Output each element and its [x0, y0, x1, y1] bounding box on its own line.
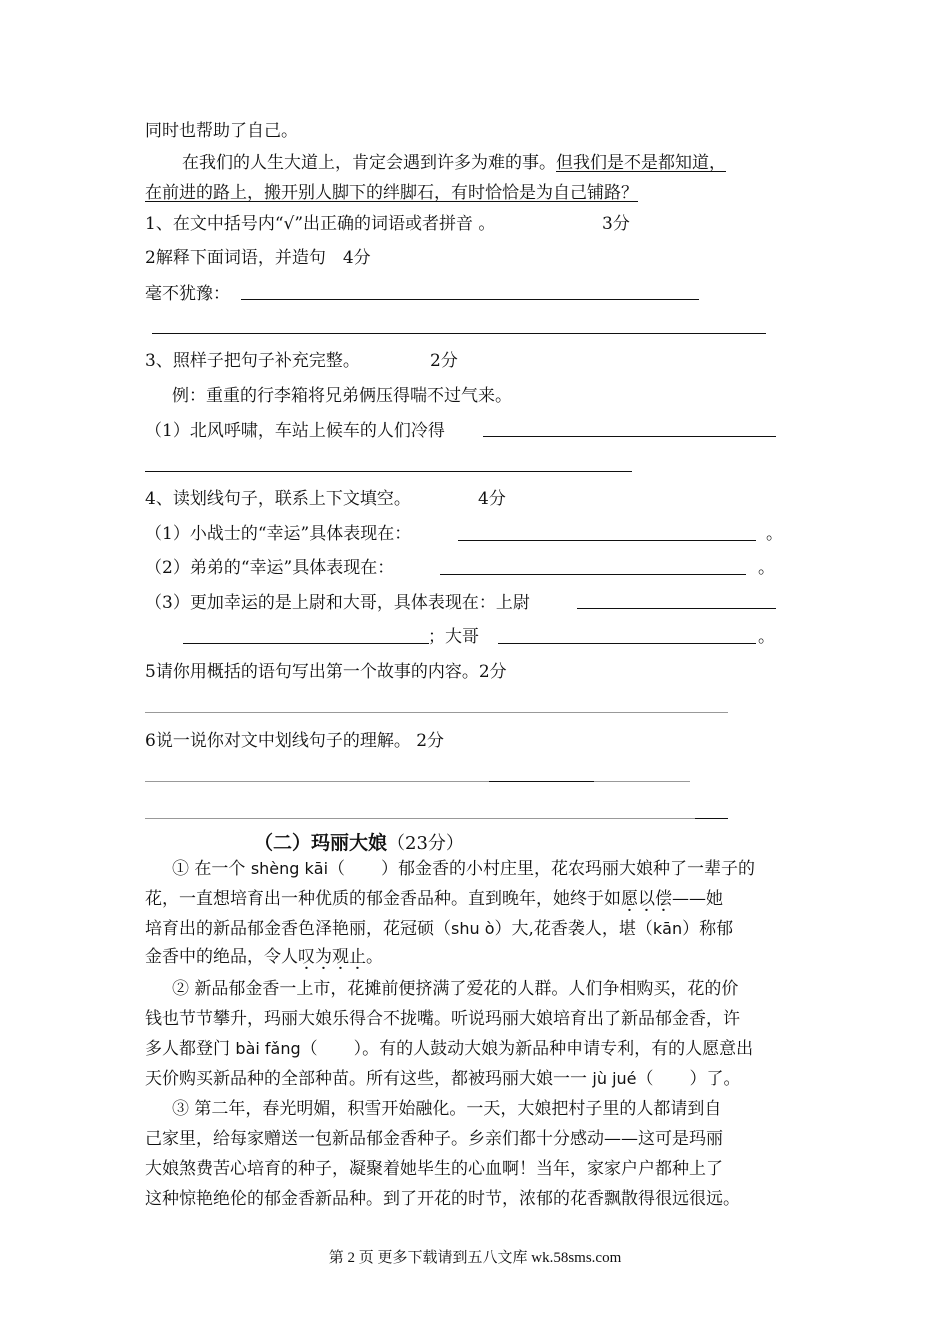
page-footer: 第 2 页 更多下载请到五八文库 wk.58sms.com — [328, 1250, 622, 1266]
question-2-word: 毫不犹豫： — [145, 284, 230, 304]
paragraph-1-line — [145, 946, 383, 968]
question-3-score: 2分 — [430, 351, 458, 371]
question-6: 6说一说你对文中划线句子的理解。 2分 — [145, 731, 445, 751]
answer-line[interactable] — [152, 333, 766, 334]
text-segment: ① 在一个 — [172, 859, 246, 879]
question-1-score: 3分 — [602, 214, 630, 234]
para-intro: 在我们的人生大道上，肯定会遇到许多为难的事。 — [182, 153, 556, 173]
paragraph-2-line: 钱也节节攀升，玛丽大娘乐得合不拢嘴。听说玛丽大娘培育出了新品郁金香，许 — [145, 1009, 740, 1029]
section-title — [254, 830, 464, 857]
paragraph-1-line — [145, 888, 723, 910]
answer-line[interactable] — [594, 781, 690, 782]
pinyin: shu ò — [451, 919, 495, 938]
question-4-item-3: （3）更加幸运的是上尉和大哥，具体表现在：上尉 — [145, 593, 530, 613]
paragraph-1-line — [145, 918, 733, 940]
pinyin: kān — [652, 919, 683, 938]
answer-line[interactable] — [498, 643, 756, 644]
answer-line[interactable] — [483, 436, 776, 437]
underlined-sentence: 在前进的路上，搬开别人脚下的绊脚石，有时恰恰是为自己铺路？ — [145, 183, 638, 203]
answer-line[interactable] — [577, 608, 776, 609]
text-segment: 多人都登门 — [145, 1039, 230, 1059]
text-line: 同时也帮助了自己。 — [145, 121, 298, 141]
answer-line[interactable] — [145, 818, 695, 819]
question-4-item-1: （1）小战士的“幸运”具体表现在： — [145, 524, 412, 544]
answer-line[interactable] — [145, 781, 489, 782]
paragraph-3-line: 大娘煞费苦心培育的种子，凝聚着她毕生的心血啊！当年，家家户户都种上了 — [145, 1159, 723, 1179]
question-2: 2解释下面词语，并造句 4分 — [145, 248, 371, 268]
text-line — [182, 152, 726, 174]
paragraph-3-line: 这种惊艳绝伦的郁金香新品种。到了开花的时节，浓郁的花香飘散得很远很远。 — [145, 1189, 740, 1209]
question-5: 5请你用概括的语句写出第一个故事的内容。2分 — [145, 662, 507, 682]
text-segment: 了。 — [706, 1069, 741, 1089]
question-3: 3、照样子把句子补充完整。 — [145, 351, 360, 371]
dage-label: ；大哥 — [428, 627, 479, 647]
period: 。 — [758, 627, 775, 647]
question-4-score: 4分 — [478, 489, 506, 509]
underlined-sentence: 但我们是不是都知道， — [556, 153, 726, 173]
period: 。 — [766, 524, 783, 544]
pinyin: shèng kāi — [250, 859, 329, 878]
text-segment: 花，一直想培育出一种优质的郁金香品种。直到晚年，她终于如愿以偿——她 — [145, 889, 723, 909]
answer-line[interactable] — [695, 818, 728, 819]
text-segment: ）称郁 — [682, 919, 734, 939]
answer-line[interactable] — [145, 471, 632, 472]
example-sentence: 例：重重的行李箱将兄弟俩压得喘不过气来。 — [172, 386, 512, 406]
question-1: 1、在文中括号内“√”出正确的词语或者拼音 。 — [145, 214, 496, 234]
text-segment: 天价购买新品种的全部种苗。所有这些，都被玛丽大娘一一 — [145, 1069, 587, 1089]
answer-line[interactable] — [241, 299, 699, 300]
paragraph-3-line: ③ 第二年，春光明媚，积雪开始融化。一天，大娘把村子里的人都请到自 — [172, 1099, 722, 1119]
text-segment: 。有的人鼓动大娘为新品种申请专利，有的人愿意出 — [362, 1039, 754, 1059]
text-segment: 培育出的新品郁金香色泽艳丽，花冠硕（ — [145, 919, 451, 939]
pinyin: jù jué — [592, 1069, 637, 1088]
text-segment: 郁金香的小村庄里，花农玛丽大娘种了一辈子的 — [398, 859, 756, 879]
answer-line[interactable] — [489, 781, 594, 782]
paragraph-1-line: ① 在一个 shèng kāi（ ）郁金香的小村庄里，花农玛丽大娘种了一辈子的 — [172, 859, 756, 879]
pinyin: bài fǎng — [235, 1039, 301, 1058]
question-3-item: （1）北风呼啸，车站上候车的人们冷得 — [145, 421, 445, 441]
section-score: （23分） — [387, 833, 464, 854]
text-segment: 金香中的绝品，令人叹为观止。 — [145, 947, 383, 967]
answer-line[interactable] — [145, 712, 728, 713]
paragraph-2-line: 多人都登门 bài fǎng（ ）。有的人鼓动大娘为新品种申请专利，有的人愿意出 — [145, 1039, 754, 1059]
text-segment: ）大,花香袭人，堪（ — [494, 919, 653, 939]
paragraph-3-line: 己家里，给每家赠送一包新品郁金香种子。乡亲们都十分感动——这可是玛丽 — [145, 1129, 723, 1149]
section-title-text: （二）玛丽大娘 — [254, 832, 388, 854]
period: 。 — [758, 558, 775, 578]
paragraph-2-line: 天价购买新品种的全部种苗。所有这些，都被玛丽大娘一一 jù jué（ ）了。 — [145, 1069, 741, 1089]
question-4-item-2: （2）弟弟的“幸运”具体表现在： — [145, 558, 395, 578]
question-4: 4、读划线句子，联系上下文填空。 — [145, 489, 411, 509]
paragraph-2-line: ② 新品郁金香一上市，花摊前便挤满了爱花的人群。人们争相购买，花的价 — [172, 979, 739, 999]
answer-line[interactable] — [458, 540, 756, 541]
answer-line[interactable] — [183, 643, 429, 644]
answer-line[interactable] — [440, 574, 746, 575]
